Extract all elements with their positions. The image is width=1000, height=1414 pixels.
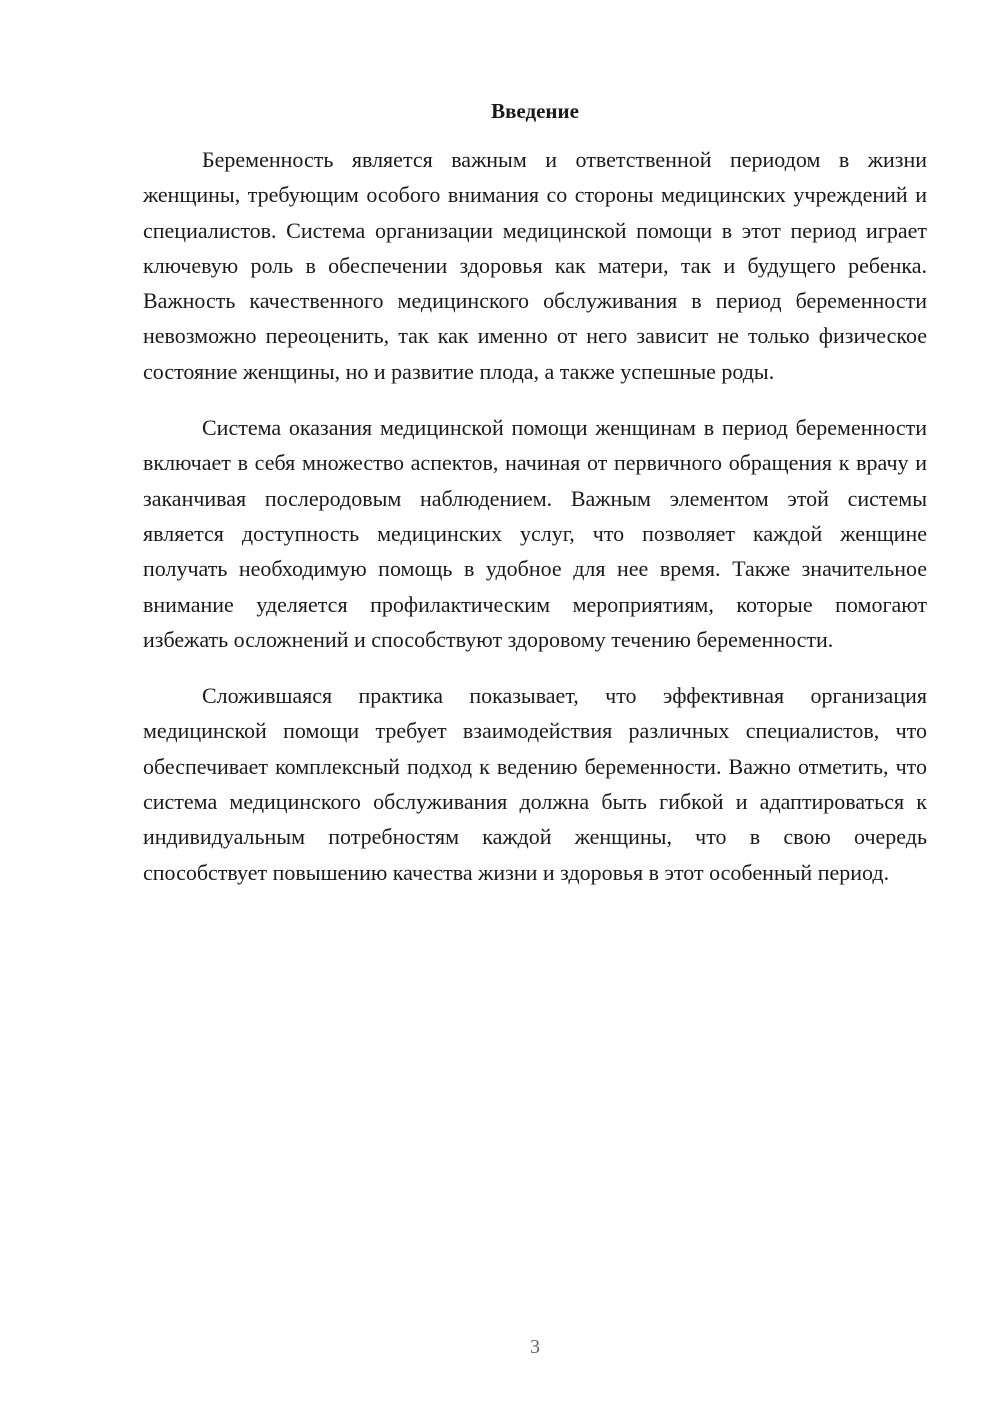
- paragraph-3: Сложившаяся практика показывает, что эффективная организация медицинской помощи требует взаимодействия различных специалистов, что обеспечивает комплексный подход к ведению беременности. Важно отметить, что система медицинского обслуживания должна быть гибкой и адаптироваться к индивидуальным потребностям каждой женщины, что в свою очередь способствует повышению качества жизни и здоровья в этот особенный период.: [143, 683, 927, 885]
- paragraph-2: Система оказания медицинской помощи женщинам в период беременности включает в себя множество аспектов, начиная от первичного обращения к врачу и заканчивая послеродовым наблюдением. Важным элементом этой системы является доступность медицинских услуг, что позволяет каждой женщине получать необходимую помощь в удобное для нее время. Также значительное внимание уделяется профилактическим мероприятиям, которые помогают избежать осложнений и способствуют здоровому течению беременности.: [143, 415, 927, 652]
- page-number: 3: [530, 1336, 540, 1358]
- body-text: [143, 142, 927, 911]
- paragraph-1: Беременность является важным и ответственной периодом в жизни женщины, требующим особого внимания со стороны медицинских учреждений и специалистов. Система организации медицинской помощи в этот период играет ключевую роль в обеспечении здоровья как матери, так и будущего ребенка. Важность качественного медицинского обслуживания в период беременности невозможно переоценить, так как именно от него зависит не только физическое состояние женщины, но и развитие плода, а также успешные роды.: [143, 147, 927, 384]
- section-title: Введение: [491, 99, 579, 123]
